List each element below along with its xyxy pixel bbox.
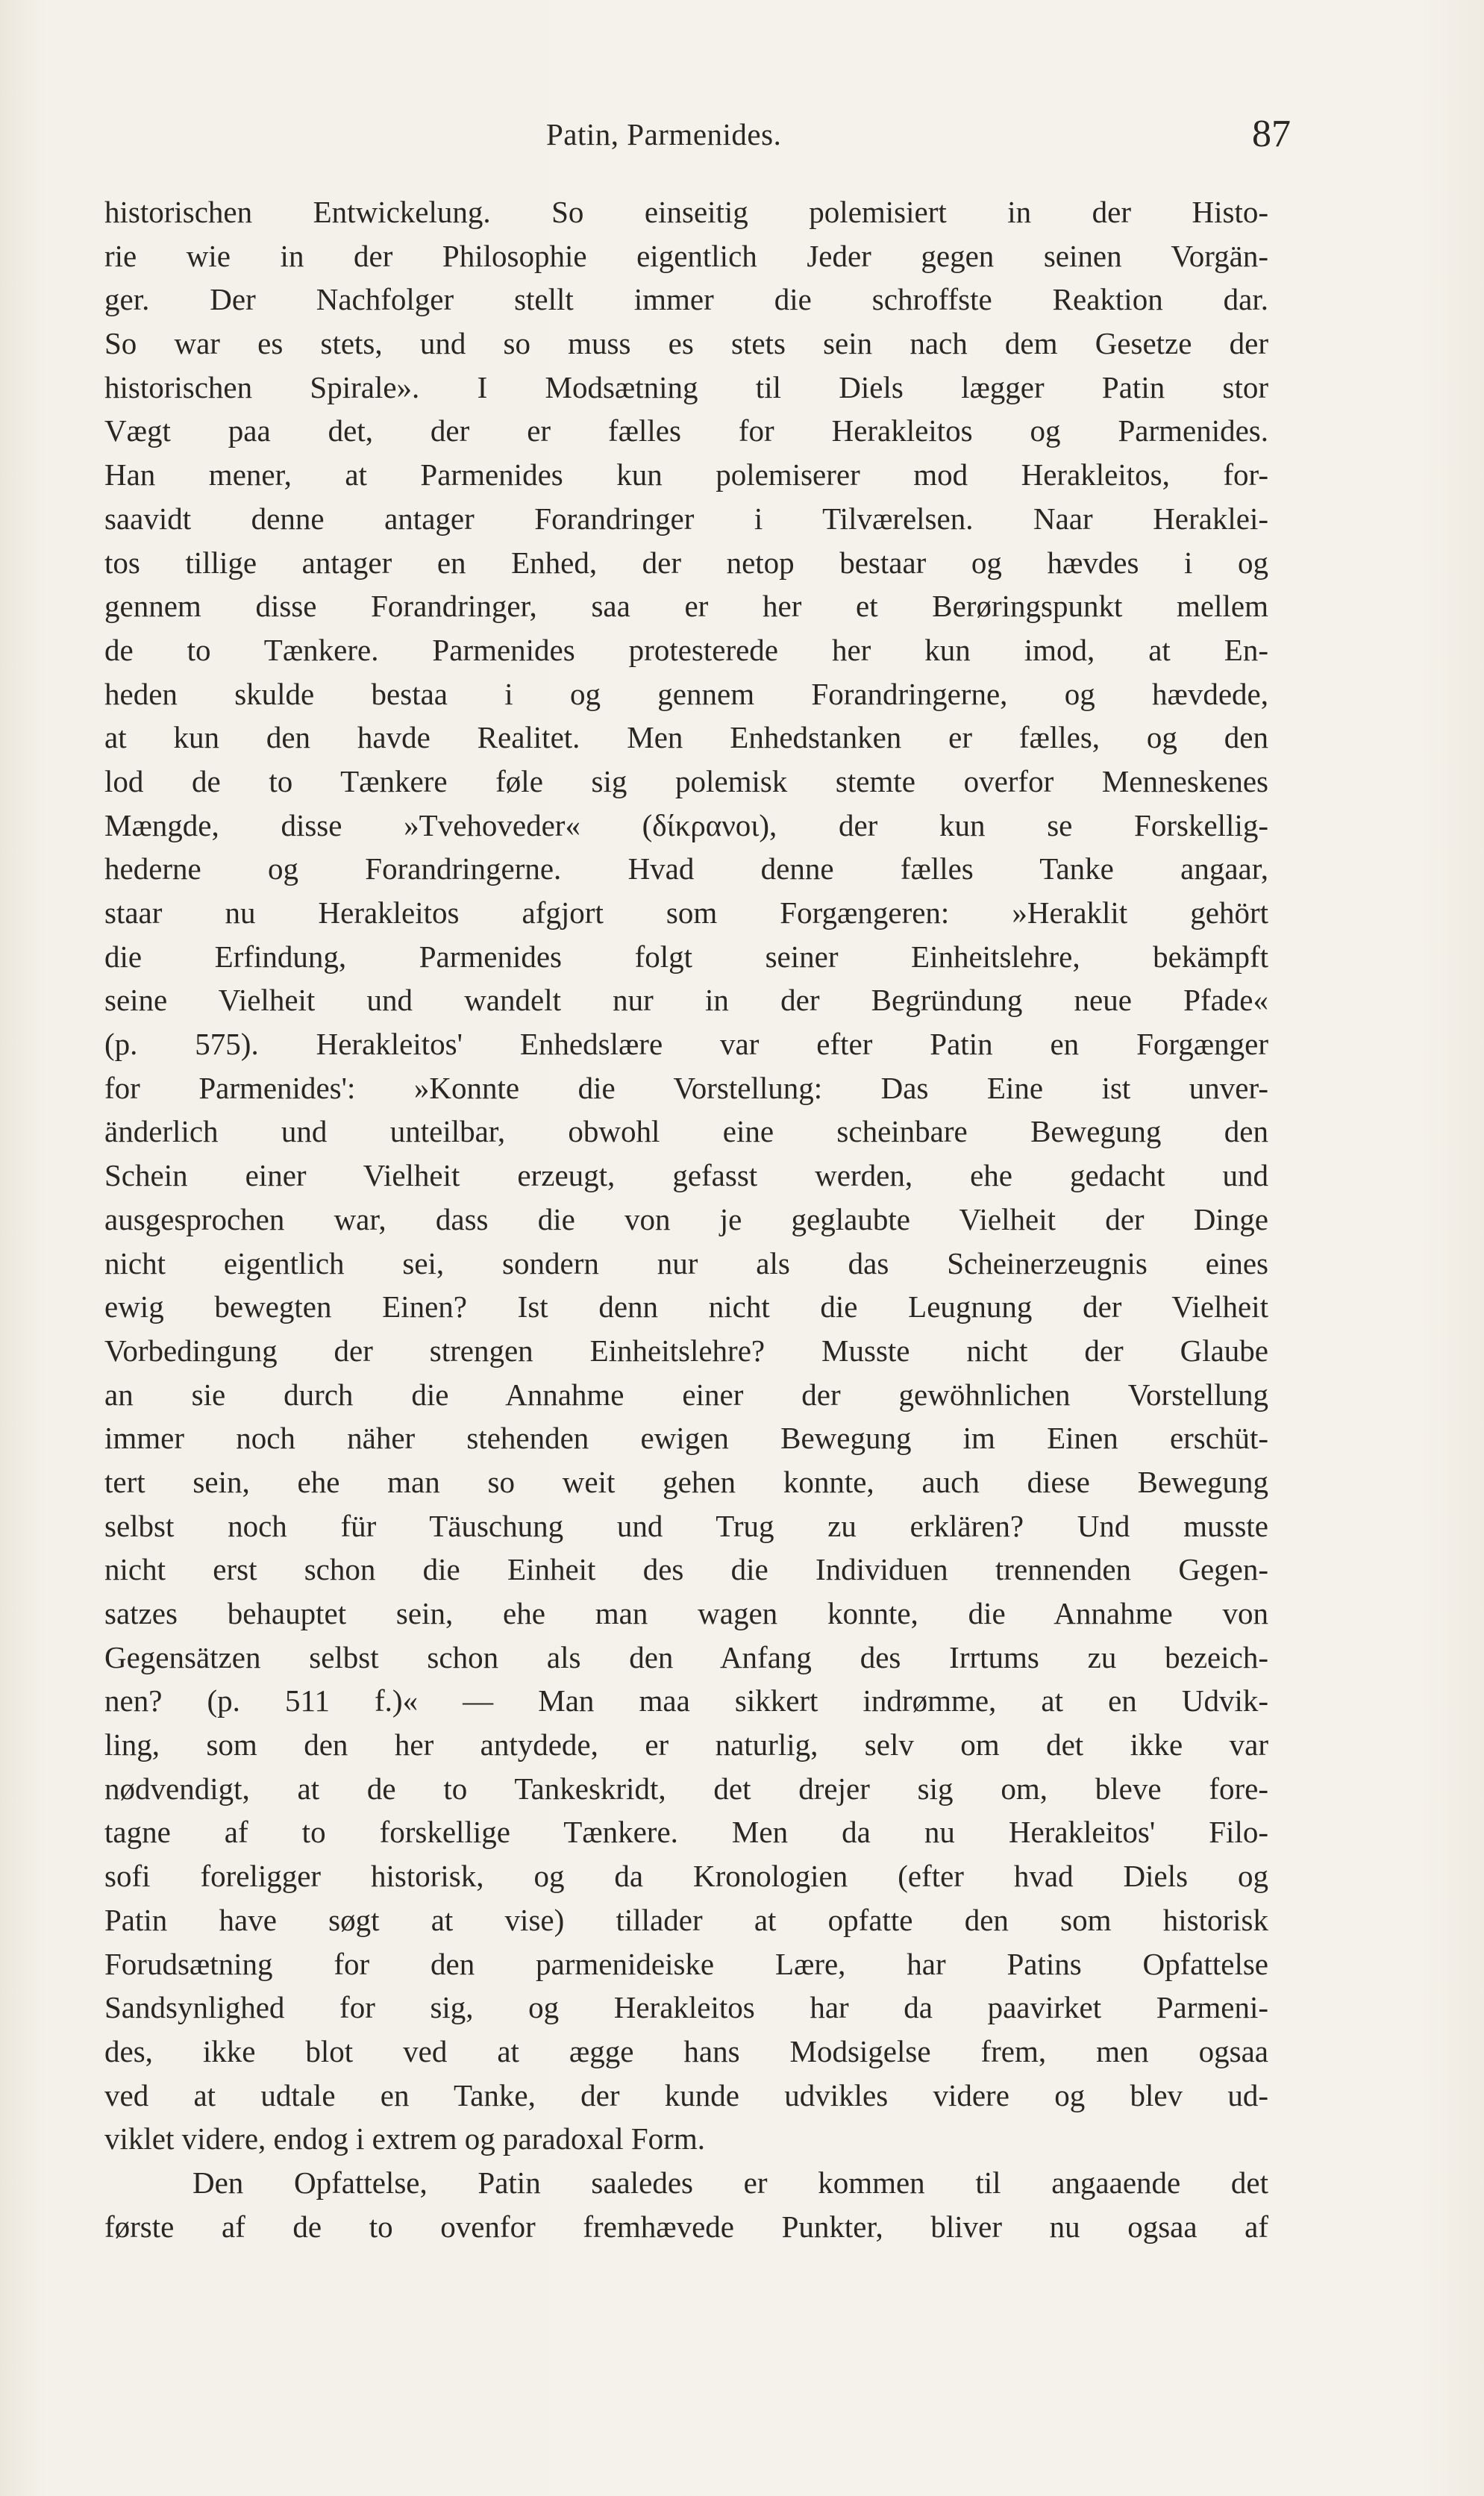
text-line: Gegensätzen selbst schon als den Anfang des Irrtums zu bezeich- [104,1639,1268,1674]
text-line: tos tillige antager en Enhed, der netop bestaar og hævdes i og [104,545,1268,580]
text-line: ger. Der Nachfolger stellt immer die schroffste Reaktion dar. [104,282,1268,317]
text-line: de to Tænkere. Parmenides protesterede her kun imod, at En- [104,632,1268,667]
text-line: viklet videre, endog i extrem og paradoxal Form. [104,2121,705,2156]
text-line: nen? (p. 511 f.)« — Man maa sikkert indrømme, at en Udvik- [104,1683,1268,1718]
text-line: historischen Spirale». I Modsætning til Diels lægger Patin stor [104,369,1268,404]
text-line: nødvendigt, at de to Tankeskridt, det drejer sig om, bleve fore- [104,1771,1268,1806]
text-line: änderlich und unteilbar, obwohl eine scheinbare Bewegung den [104,1114,1268,1149]
text-line: Den Opfattelse, Patin saaledes er kommen til angaaende det [192,2165,1268,2200]
text-line: immer noch näher stehenden ewigen Bewegung im Einen erschüt- [104,1421,1268,1456]
text-line: nicht eigentlich sei, sondern nur als das Scheinerzeugnis eines [104,1245,1268,1280]
text-line: Vorbedingung der strengen Einheitslehre? Musste nicht der Glaube [104,1333,1268,1368]
running-head: Patin, Parmenides. [546,117,782,151]
text-line: første af de to ovenfor fremhævede Punkter, bliver nu ogsaa af [104,2209,1268,2244]
text-line: ved at udtale en Tanke, der kunde udvikles videre og blev ud- [104,2077,1268,2112]
text-line: for Parmenides': »Konnte die Vorstellung: Das Eine ist unver- [104,1070,1268,1105]
text-line: staar nu Herakleitos afgjort som Forgængeren: »Heraklit gehört [104,895,1268,930]
body-text [104,190,1268,2248]
text-line: at kun den havde Realitet. Men Enhedstanken er fælles, og den [104,720,1268,755]
text-line: ewig bewegten Einen? Ist denn nicht die Leugnung der Vielheit [104,1289,1268,1324]
text-line: saavidt denne antager Forandringer i Tilværelsen. Naar Heraklei- [104,501,1268,536]
text-line: Sandsynlighed for sig, og Herakleitos har da paavirket Parmeni- [104,1990,1268,2025]
page-number: 87 [1252,113,1291,155]
text-line: lod de to Tænkere føle sig polemisk stemte overfor Menneskenes [104,763,1268,798]
text-line: rie wie in der Philosophie eigentlich Jeder gegen seinen Vorgän- [104,238,1268,273]
text-line: ausgesprochen war, dass die von je geglaubte Vielheit der Dinge [104,1201,1268,1236]
text-line: Patin have søgt at vise) tillader at opfatte den som historisk [104,1902,1268,1937]
text-line: Schein einer Vielheit erzeugt, gefasst werden, ehe gedacht und [104,1158,1268,1193]
text-line: selbst noch für Täuschung und Trug zu erklären? Und musste [104,1508,1268,1543]
text-line: tagne af to forskellige Tænkere. Men da nu Herakleitos' Filo- [104,1815,1268,1850]
text-line: sofi foreligger historisk, og da Kronologien (efter hvad Diels og [104,1859,1268,1894]
text-line: ling, som den her antydede, er naturlig, selv om det ikke var [104,1727,1268,1762]
text-line: hederne og Forandringerne. Hvad denne fælles Tanke angaar, [104,851,1268,886]
text-line: historischen Entwickelung. So einseitig polemisiert in der Histo- [104,195,1268,229]
text-line: an sie durch die Annahme einer der gewöhnlichen Vorstellung [104,1377,1268,1412]
text-line: gennem disse Forandringer, saa er her et Berøringspunkt mellem [104,589,1268,624]
text-line: (p. 575). Herakleitos' Enhedslære var efter Patin en Forgænger [104,1027,1268,1062]
text-line: Mængde, disse »Tvehoveder« (δίκρανοι), der kun se Forskellig- [104,807,1268,842]
text-line: heden skulde bestaa i og gennem Forandringerne, og hævdede, [104,676,1268,711]
text-line: Forudsætning for den parmenideiske Lære, har Patins Opfattelse [104,1946,1268,1981]
text-line: Han mener, at Parmenides kun polemiserer mod Herakleitos, for- [104,457,1268,492]
text-line: nicht erst schon die Einheit des die Individuen trennenden Gegen- [104,1552,1268,1587]
text-line: tert sein, ehe man so weit gehen konnte, auch diese Bewegung [104,1464,1268,1499]
text-line: satzes behauptet sein, ehe man wagen konnte, die Annahme von [104,1596,1268,1630]
text-line: die Erfindung, Parmenides folgt seiner Einheitslehre, bekämpft [104,939,1268,974]
text-line: des, ikke blot ved at ægge hans Modsigelse frem, men ogsaa [104,2033,1268,2068]
page-header [0,112,1484,164]
text-line: Vægt paa det, der er fælles for Herakleitos og Parmenides. [104,413,1268,448]
text-line: seine Vielheit und wandelt nur in der Begründung neue Pfade« [104,983,1268,1018]
text-line: So war es stets, und so muss es stets sein nach dem Gesetze der [104,326,1268,361]
